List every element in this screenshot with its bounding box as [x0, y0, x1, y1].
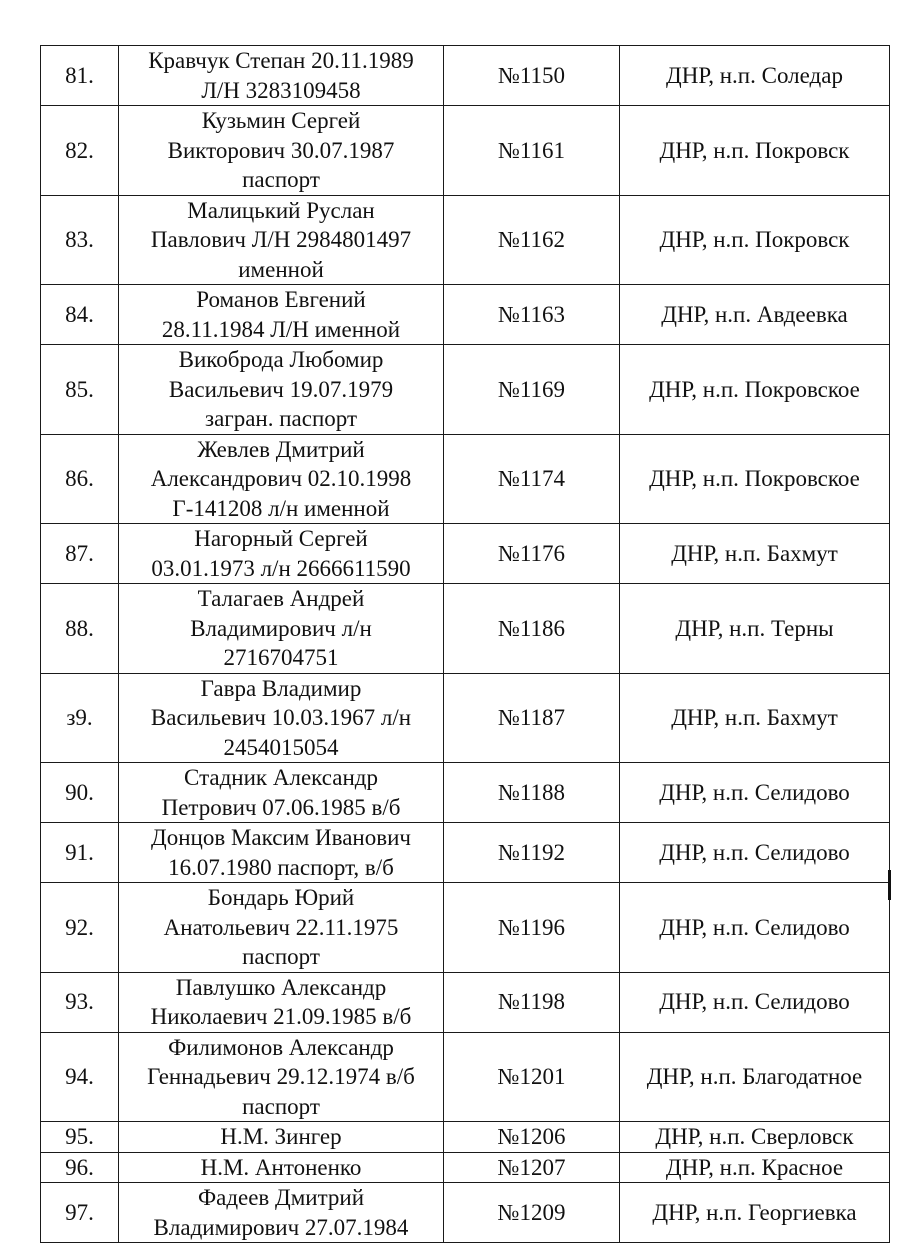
table-row — [41, 195, 890, 285]
person-details-line: Романов Евгений — [196, 287, 366, 312]
person-details-line: паспорт — [242, 944, 320, 969]
record-number: №1174 — [444, 434, 620, 524]
location: ДНР, н.п. Бахмут — [620, 524, 890, 584]
person-details-cell — [119, 1032, 444, 1122]
row-number: 95. — [41, 1122, 119, 1153]
table-row — [41, 972, 890, 1032]
record-number: №1150 — [444, 46, 620, 106]
person-details-line: Г-141208 л/н именной — [172, 495, 390, 521]
location: ДНР, н.п. Красное — [620, 1152, 890, 1183]
record-number: №1206 — [444, 1122, 620, 1153]
person-details-line: Н.М. Антоненко — [200, 1154, 362, 1180]
table-row — [41, 823, 890, 883]
table-row — [41, 1122, 890, 1153]
person-details-line: Павлушко Александр — [175, 974, 387, 1000]
person-details-line: Талагаев Андрей — [197, 586, 365, 611]
location: ДНР, н.п. Покровское — [620, 434, 890, 524]
table-row — [41, 763, 890, 823]
table-row — [41, 1152, 890, 1183]
location: ДНР, н.п. Покровское — [620, 345, 890, 435]
record-number: №1192 — [444, 823, 620, 883]
row-number: 82. — [41, 106, 119, 196]
person-details-cell — [119, 883, 444, 973]
person-details-cell — [119, 673, 444, 763]
person-details-line: Нагорный Сергей — [194, 526, 368, 551]
record-number: №1196 — [444, 883, 620, 973]
table-row — [41, 524, 890, 584]
location: ДНР, н.п. Бахмут — [620, 673, 890, 763]
person-details-line: загран. паспорт — [204, 406, 358, 431]
location: ДНР, н.п. Селидово — [620, 763, 890, 823]
row-number: 83. — [41, 195, 119, 285]
person-details-cell — [119, 763, 444, 823]
person-details-line: Николаевич 21.09.1985 в/б — [150, 1004, 412, 1029]
record-number: №1162 — [444, 195, 620, 285]
person-details-cell — [119, 1183, 444, 1243]
row-number: 97. — [41, 1183, 119, 1243]
records-table-body — [41, 46, 890, 1243]
row-number: 85. — [41, 345, 119, 435]
location: ДНР, н.п. Благодатное — [620, 1032, 890, 1122]
person-details-cell — [119, 584, 444, 674]
person-details-line: Павлович Л/Н 2984801497 — [150, 227, 412, 252]
record-number: №1188 — [444, 763, 620, 823]
location: ДНР, н.п. Георгиевка — [620, 1183, 890, 1243]
record-number: №1163 — [444, 285, 620, 345]
location: ДНР, н.п. Покровск — [620, 106, 890, 196]
row-number: 94. — [41, 1032, 119, 1122]
table-row — [41, 345, 890, 435]
person-details-line: именной — [238, 256, 324, 282]
row-number: 90. — [41, 763, 119, 823]
location: ДНР, н.п. Селидово — [620, 823, 890, 883]
person-details-cell — [119, 345, 444, 435]
person-details-line: 16.07.1980 паспорт, в/б — [168, 854, 394, 880]
person-details-line: Гавра Владимир — [200, 675, 362, 701]
row-number: 86. — [41, 434, 119, 524]
person-details-line: Геннадьевич 29.12.1974 в/б — [147, 1064, 415, 1089]
page-edge-mark — [888, 870, 891, 900]
person-details-line: Жевлев Дмитрий — [197, 436, 365, 462]
record-number: №1176 — [444, 524, 620, 584]
table-row — [41, 1032, 890, 1122]
row-number: з9. — [41, 673, 119, 763]
person-details-line: 28.11.1984 Л/Н именной — [161, 316, 401, 342]
person-details-line: Викоброда Любомир — [178, 347, 384, 372]
person-details-line: Донцов Максим Иванович — [151, 825, 411, 850]
person-details-line: Анатольевич 22.11.1975 — [163, 914, 399, 940]
table-row — [41, 106, 890, 196]
person-details-line: Викторович 30.07.1987 — [167, 137, 395, 163]
person-details-line: 03.01.1973 л/н 2666611590 — [151, 555, 411, 581]
person-details-cell — [119, 106, 444, 196]
table-row — [41, 673, 890, 763]
row-number: 92. — [41, 883, 119, 973]
person-details-line: Л/Н 3283109458 — [201, 77, 361, 103]
row-number: 88. — [41, 584, 119, 674]
record-number: №1201 — [444, 1032, 620, 1122]
person-details-line: Васильевич 10.03.1967 л/н — [150, 705, 412, 730]
person-details-line: паспорт — [242, 167, 320, 192]
person-details-line: Малицький Руслан — [187, 197, 375, 223]
person-details-line: Стадник Александр — [184, 765, 378, 790]
person-details-line: Бондарь Юрий — [207, 885, 355, 910]
person-details-cell — [119, 524, 444, 584]
person-details-line: Кравчук Степан 20.11.1989 — [148, 48, 414, 73]
location: ДНР, н.п. Селидово — [620, 883, 890, 973]
location: ДНР, н.п. Селидово — [620, 972, 890, 1032]
person-details-line: 2454015054 — [223, 734, 339, 760]
record-number: №1187 — [444, 673, 620, 763]
person-details-line: Кузьмин Сергей — [201, 108, 361, 133]
record-number: №1198 — [444, 972, 620, 1032]
record-number: №1169 — [444, 345, 620, 435]
person-details-cell — [119, 972, 444, 1032]
person-details-line: Васильевич 19.07.1979 — [168, 376, 394, 402]
records-table — [40, 45, 890, 1243]
record-number: №1161 — [444, 106, 620, 196]
table-row — [41, 46, 890, 106]
person-details-line: Владимирович 27.07.1984 — [153, 1214, 409, 1240]
record-number: №1186 — [444, 584, 620, 674]
location: ДНР, н.п. Покровск — [620, 195, 890, 285]
row-number: 84. — [41, 285, 119, 345]
person-details-line: Владимирович л/н — [190, 615, 372, 641]
person-details-cell — [119, 1122, 444, 1153]
table-row — [41, 1183, 890, 1243]
row-number: 93. — [41, 972, 119, 1032]
person-details-line: Н.М. Зингер — [220, 1124, 342, 1149]
table-row — [41, 883, 890, 973]
person-details-cell — [119, 434, 444, 524]
person-details-line: Александрович 02.10.1998 — [150, 466, 412, 491]
row-number: 87. — [41, 524, 119, 584]
table-row — [41, 584, 890, 674]
location: ДНР, н.п. Сверловск — [620, 1122, 890, 1153]
person-details-cell — [119, 1152, 444, 1183]
person-details-line: Фадеев Дмитрий — [197, 1185, 365, 1210]
person-details-cell — [119, 46, 444, 106]
record-number: №1207 — [444, 1152, 620, 1183]
record-number: №1209 — [444, 1183, 620, 1243]
person-details-line: 2716704751 — [223, 645, 339, 670]
row-number: 96. — [41, 1152, 119, 1183]
table-row — [41, 434, 890, 524]
location: ДНР, н.п. Соледар — [620, 46, 890, 106]
location: ДНР, н.п. Терны — [620, 584, 890, 674]
person-details-cell — [119, 823, 444, 883]
row-number: 91. — [41, 823, 119, 883]
person-details-cell — [119, 195, 444, 285]
row-number: 81. — [41, 46, 119, 106]
person-details-line: Филимонов Александр — [168, 1034, 394, 1060]
person-details-line: паспорт — [242, 1093, 320, 1119]
location: ДНР, н.п. Авдеевка — [620, 285, 890, 345]
table-row — [41, 285, 890, 345]
person-details-line: Петрович 07.06.1985 в/б — [161, 794, 401, 820]
person-details-cell — [119, 285, 444, 345]
